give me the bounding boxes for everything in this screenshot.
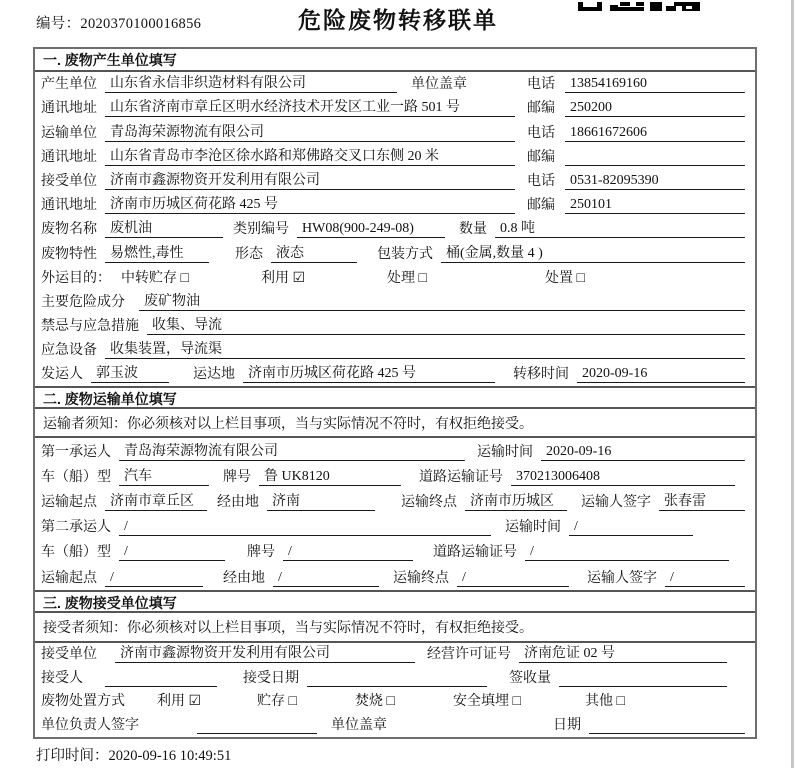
address-value: 山东省济南市章丘区明水经济技术开发区工业一路 501 号 [105, 99, 515, 117]
receiver-notice: 接受者须知：你必须核对以上栏目事项，当与实际情况不符时，有权拒绝接受。 [35, 613, 755, 643]
producer-unit-label: 产生单位 [41, 77, 97, 93]
transport-unit-value: 青岛海荣源物流有限公司 [105, 124, 515, 142]
transporter-sign-label: 运输人签字 [587, 570, 657, 586]
plate-number-value: / [283, 543, 413, 561]
section3-body [35, 643, 755, 737]
page-edge-line [791, 0, 794, 768]
destination-value: 济南市历城区荷花路 425 号 [243, 365, 495, 383]
purpose-utilize-checkbox: 利用 ☑ [260, 270, 306, 286]
transport-time-value: 2020-09-16 [541, 443, 745, 461]
row-transport-unit [35, 120, 755, 144]
row-first-vehicle [35, 464, 755, 489]
first-carrier-label: 第一承运人 [41, 444, 111, 460]
address-label: 通讯地址 [41, 149, 97, 165]
section3-title: 三. 废物接受单位填写 [35, 590, 755, 613]
plate-number-label: 牌号 [223, 469, 251, 485]
row-receiver-address [35, 193, 755, 217]
serial-value: 2020370100016856 [80, 16, 202, 32]
row-first-route [35, 489, 755, 514]
phone-label: 电话 [527, 77, 555, 93]
section1-title: 一. 废物产生单位填写 [35, 49, 755, 72]
route-end-value: 济南市历城区 [465, 493, 567, 511]
date-value [589, 717, 745, 734]
first-carrier-value: 青岛海荣源物流有限公司 [119, 443, 465, 461]
hazard-component-value: 废矿物油 [139, 293, 745, 311]
row-disposal-method [35, 690, 755, 714]
unit-stamp-label: 单位盖章 [331, 717, 387, 733]
route-via-label: 经由地 [217, 495, 259, 510]
row-transfer-purpose [35, 266, 755, 290]
responsible-sign-label: 单位负责人签字 [41, 717, 139, 733]
section2-title: 二. 废物运输单位填写 [35, 386, 755, 409]
accept-unit-label: 接受单位 [41, 647, 97, 663]
row-first-carrier [35, 438, 755, 463]
consignor-value: 郭玉波 [91, 365, 169, 383]
zip-value: 250101 [565, 196, 745, 214]
row-second-vehicle [35, 539, 755, 564]
phone-value: 0531-82095390 [565, 172, 745, 190]
emergency-measures-label: 禁忌与应急措施 [41, 319, 139, 335]
waste-property-label: 废物特性 [41, 246, 97, 262]
address-label: 通讯地址 [41, 198, 97, 214]
license-number-label: 经营许可证号 [427, 647, 511, 663]
section2-body [35, 438, 755, 589]
zip-value: 250200 [565, 99, 745, 117]
row-responsible-sign [35, 713, 755, 737]
purpose-transfer-storage-checkbox: 中转贮存 □ [121, 270, 189, 286]
phone-group [527, 75, 745, 93]
phone-group [527, 124, 745, 142]
disposal-storage-checkbox: 贮存 □ [257, 694, 298, 710]
date-label: 日期 [553, 717, 581, 733]
emergency-equipment-value: 收集装置，导流渠 [105, 341, 745, 359]
route-end-label: 运输终点 [401, 495, 457, 510]
category-code-label: 类别编号 [233, 222, 289, 238]
section1-body [35, 72, 755, 386]
vehicle-type-value: 汽车 [119, 468, 209, 486]
acceptor-label: 接受人 [41, 670, 83, 686]
disposal-utilize-checkbox: 利用 ☑ [157, 694, 202, 710]
row-consignor [35, 362, 755, 386]
packing-label: 包装方式 [377, 246, 433, 262]
second-carrier-value: / [119, 518, 491, 536]
producer-unit-value: 山东省永信非织造材料有限公司 [105, 75, 397, 93]
row-waste-name [35, 217, 755, 241]
row-producer-unit [35, 72, 755, 96]
emergency-measures-value: 收集、导流 [147, 317, 745, 335]
second-carrier-label: 第二承运人 [41, 520, 111, 536]
transport-unit-label: 运输单位 [41, 125, 97, 141]
vehicle-type-label: 车（船）型 [41, 545, 111, 561]
road-permit-value: 370213006408 [511, 468, 735, 486]
hazard-component-label: 主要危险成分 [41, 294, 125, 310]
consignor-label: 发运人 [41, 367, 83, 383]
row-second-route [35, 564, 755, 589]
purpose-treat-checkbox: 处理 □ [387, 270, 427, 286]
row-waste-property [35, 241, 755, 265]
accept-date-value [307, 670, 487, 687]
destination-label: 运达地 [193, 367, 235, 383]
row-producer-address [35, 96, 755, 120]
transport-time-label: 运输时间 [505, 520, 561, 536]
phone-value: 13854169160 [565, 75, 745, 93]
plate-number-label: 牌号 [247, 545, 275, 561]
road-permit-label: 道路运输证号 [433, 545, 517, 561]
form-state-value: 液态 [271, 245, 357, 263]
disposal-landfill-checkbox: 安全填埋 □ [453, 694, 521, 710]
transporter-sign-value: 张春雷 [659, 493, 745, 511]
disposal-method-label: 废物处置方式 [41, 694, 125, 710]
transporter-sign-label: 运输人签字 [581, 495, 651, 510]
row-acceptor [35, 666, 755, 690]
row-emergency-measures [35, 314, 755, 338]
address-value: 济南市历城区荷花路 425 号 [105, 196, 515, 214]
zip-group [527, 99, 745, 117]
route-end-label: 运输终点 [393, 570, 449, 586]
manifest-form-table [33, 47, 757, 739]
address-label: 通讯地址 [41, 101, 97, 117]
row-hazard-component [35, 290, 755, 314]
route-start-value: / [105, 569, 203, 587]
phone-group [527, 172, 745, 190]
road-permit-value: / [525, 543, 729, 561]
route-start-label: 运输起点 [41, 570, 97, 586]
row-receiver-unit [35, 169, 755, 193]
vehicle-type-label: 车（船）型 [41, 469, 111, 485]
zip-group [527, 149, 745, 166]
waste-property-value: 易燃性,毒性 [105, 245, 209, 263]
form-state-label: 形态 [235, 246, 263, 262]
waste-name-label: 废物名称 [41, 222, 97, 238]
acceptor-value [105, 670, 217, 687]
purpose-dispose-checkbox: 处置 □ [545, 270, 585, 286]
route-via-value: 济南 [267, 493, 375, 511]
serial-label: 编号： [36, 16, 81, 32]
disposal-incinerate-checkbox: 焚烧 □ [355, 694, 395, 710]
print-time-label: 打印时间： [36, 748, 109, 764]
transfer-time-label: 转移时间 [513, 367, 569, 383]
emergency-equipment-label: 应急设备 [41, 343, 97, 359]
phone-label: 电话 [527, 125, 555, 141]
received-amount-label: 签收量 [509, 670, 551, 686]
row-emergency-equipment [35, 338, 755, 362]
unit-stamp-label: 单位盖章 [411, 77, 467, 93]
print-time-value: 2020-09-16 10:49:51 [108, 748, 232, 764]
receiver-unit-value: 济南市鑫源物资开发利用有限公司 [105, 172, 515, 190]
row-second-carrier [35, 514, 755, 539]
phone-value: 18661672606 [565, 124, 745, 142]
route-start-value: 济南市章丘区 [105, 493, 207, 511]
transport-time-value: / [569, 518, 693, 536]
quantity-label: 数量 [459, 222, 487, 238]
quantity-value: 0.8 吨 [495, 220, 745, 238]
zip-group [527, 196, 745, 214]
transporter-sign-value: / [665, 569, 745, 587]
transport-time-label: 运输时间 [477, 444, 533, 460]
zip-label: 邮编 [527, 198, 555, 214]
vehicle-type-value: / [119, 543, 225, 561]
route-via-label: 经由地 [223, 570, 265, 586]
zip-label: 邮编 [527, 101, 555, 117]
receiver-unit-label: 接受单位 [41, 173, 97, 189]
transfer-purpose-label: 外运目的： [41, 270, 111, 286]
zip-label: 邮编 [527, 149, 555, 165]
zip-value [565, 149, 745, 166]
category-code-value: HW08(900-249-08) [297, 220, 445, 238]
row-accept-unit [35, 643, 755, 667]
transfer-time-value: 2020-09-16 [577, 365, 745, 383]
license-number-value: 济南危证 02 号 [519, 645, 727, 663]
disposal-other-checkbox: 其他 □ [584, 694, 625, 710]
received-amount-value [559, 670, 727, 687]
transporter-notice: 运输者须知：你必须核对以上栏目事项，当与实际情况不符时，有权拒绝接受。 [35, 409, 755, 438]
qr-code-fragment-icon [578, 0, 700, 9]
road-permit-label: 道路运输证号 [419, 469, 503, 485]
route-end-value: / [457, 569, 569, 587]
route-via-value: / [273, 569, 379, 587]
accept-unit-value: 济南市鑫源物资开发利用有限公司 [115, 645, 415, 663]
phone-label: 电话 [527, 173, 555, 189]
row-transport-address [35, 145, 755, 169]
route-start-label: 运输起点 [41, 495, 97, 510]
page-title: 危险废物转移联单 [298, 7, 498, 33]
responsible-sign-value [197, 717, 317, 734]
packing-value: 桶(金属,数量 4 ) [441, 245, 745, 263]
print-time-line [36, 744, 231, 765]
waste-name-value: 废机油 [105, 220, 223, 238]
accept-date-label: 接受日期 [243, 670, 299, 686]
plate-number-value: 鲁 UK8120 [259, 468, 401, 486]
address-value: 山东省青岛市李沧区徐水路和郑佛路交叉口东侧 20 米 [105, 148, 515, 166]
